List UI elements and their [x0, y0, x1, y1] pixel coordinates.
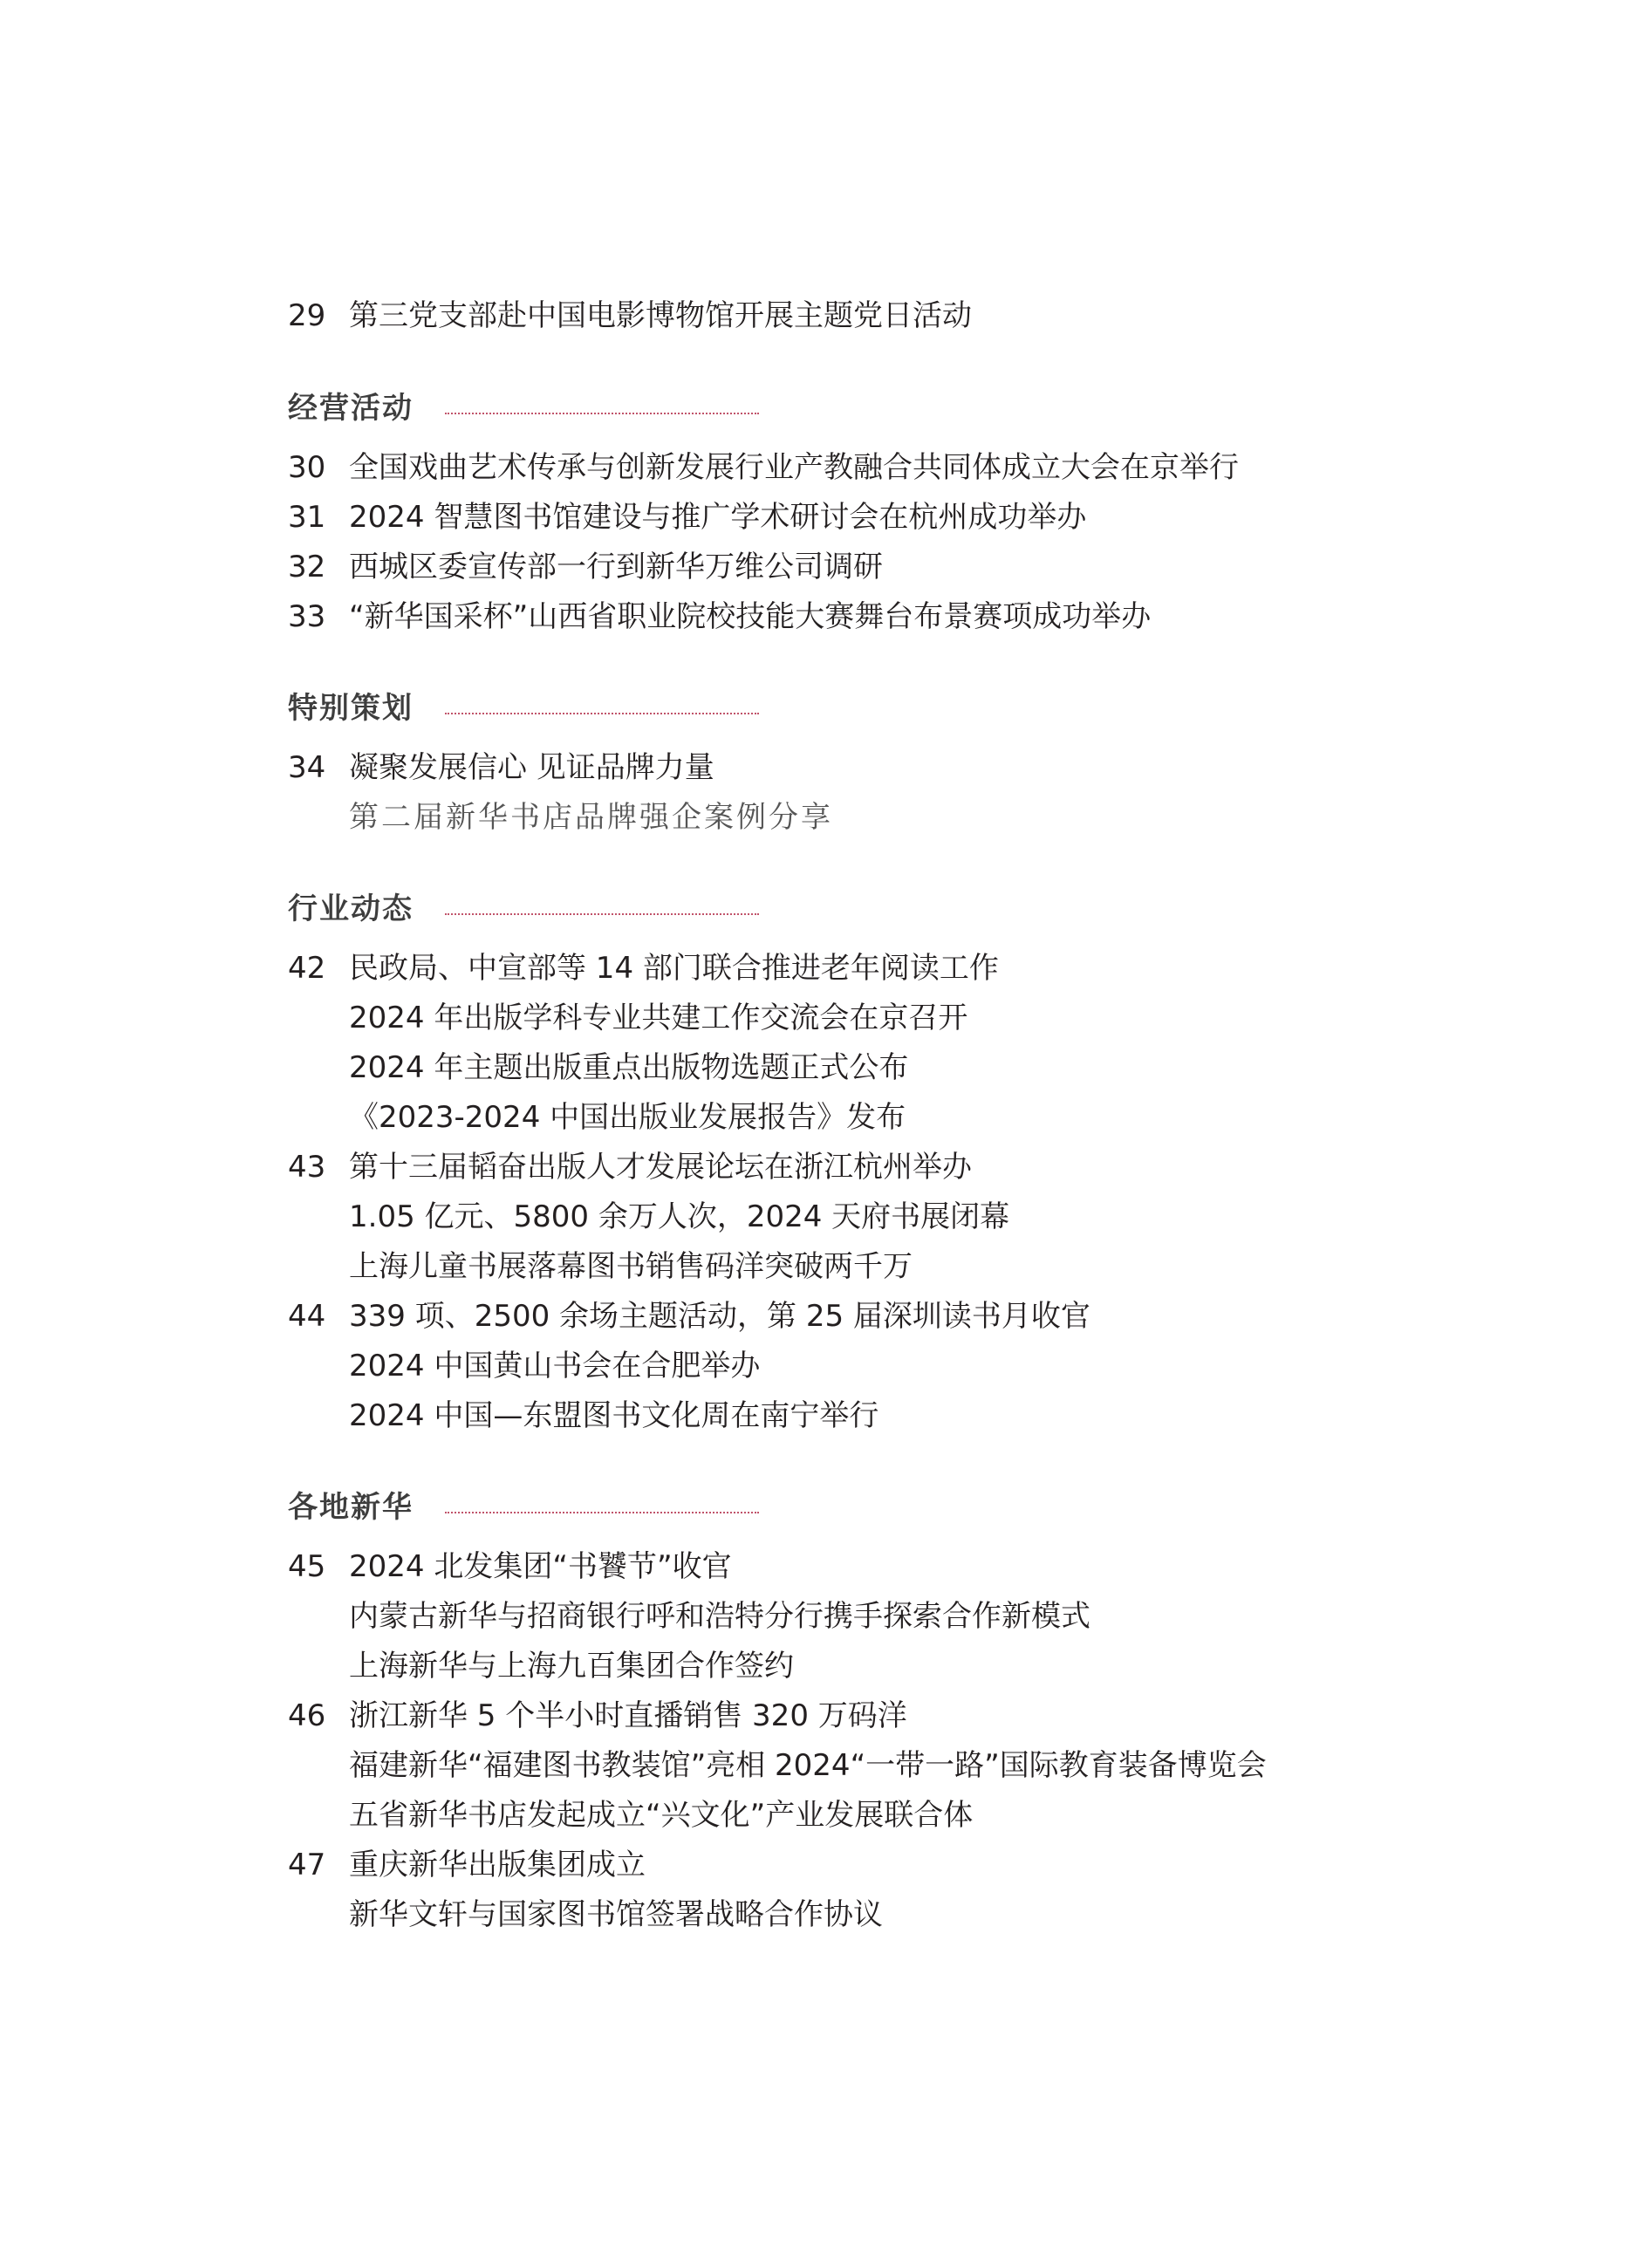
entry-title: 2024 年主题出版重点出版物选题正式公布 — [349, 1050, 909, 1085]
section-divider — [445, 1512, 759, 1513]
section-title: 经营活动 — [288, 391, 414, 426]
entry-title: 2024 年出版学科专业共建工作交流会在京召开 — [349, 1001, 968, 1035]
entry-title: 福建新华“福建图书教装馆”亮相 2024“一带一路”国际教育装备博览会 — [349, 1748, 1267, 1783]
entry-title: “新华国采杯”山西省职业院校技能大赛舞台布景赛项成功举办 — [349, 599, 1152, 634]
entry-title: 第十三届韬奋出版人才发展论坛在浙江杭州举办 — [349, 1150, 972, 1185]
section-header — [288, 891, 759, 926]
page-number: 47 — [288, 1848, 326, 1882]
entry-title: 上海儿童书展落幕图书销售码洋突破两千万 — [349, 1249, 913, 1284]
toc-entry — [288, 1698, 907, 1733]
page-number: 30 — [288, 450, 326, 485]
entry-subtitle: 第二届新华书店品牌强企案例分享 — [349, 800, 833, 835]
section-title: 行业动态 — [288, 891, 414, 926]
page-number: 32 — [288, 550, 326, 584]
entry-title: 西城区委宣传部一行到新华万维公司调研 — [349, 550, 883, 584]
toc-entry — [288, 298, 972, 333]
section-header — [288, 391, 759, 426]
section-divider — [445, 713, 759, 714]
toc-entry — [288, 550, 883, 584]
entry-title: 重庆新华出版集团成立 — [349, 1848, 646, 1882]
toc-entry — [288, 1150, 972, 1185]
toc-entry — [288, 500, 1086, 535]
entry-title: 2024 北发集团“书饕节”收官 — [349, 1549, 732, 1584]
entry-title: 内蒙古新华与招商银行呼和浩特分行携手探索合作新模式 — [349, 1599, 1090, 1634]
section-divider — [445, 913, 759, 915]
page-number: 46 — [288, 1698, 326, 1733]
entry-title: 2024 智慧图书馆建设与推广学术研讨会在杭州成功举办 — [349, 500, 1087, 535]
entry-title: 五省新华书店发起成立“兴文化”产业发展联合体 — [349, 1798, 974, 1833]
page-number: 34 — [288, 750, 326, 785]
entry-title: 2024 中国黄山书会在合肥举办 — [349, 1349, 761, 1383]
toc-entry — [288, 599, 1151, 634]
entry-title: 凝聚发展信心 见证品牌力量 — [349, 750, 714, 785]
section-header — [288, 1490, 759, 1525]
section-title: 特别策划 — [288, 691, 414, 726]
page-number: 44 — [288, 1299, 326, 1334]
page-number: 42 — [288, 951, 326, 986]
section-divider — [445, 413, 759, 414]
entry-title: 新华文轩与国家图书馆签署战略合作协议 — [349, 1897, 883, 1932]
entry-title: 2024 中国—东盟图书文化周在南宁举行 — [349, 1398, 879, 1433]
toc-entry — [288, 750, 714, 785]
page-number: 43 — [288, 1150, 326, 1185]
entry-title: 339 项、2500 余场主题活动，第 25 届深圳读书月收官 — [349, 1299, 1090, 1334]
entry-title: 上海新华与上海九百集团合作签约 — [349, 1649, 794, 1684]
toc-entry — [288, 450, 1239, 485]
section-header — [288, 691, 759, 726]
entry-title: 全国戏曲艺术传承与创新发展行业产教融合共同体成立大会在京举行 — [349, 450, 1239, 485]
entry-title: 1.05 亿元、5800 余万人次，2024 天府书展闭幕 — [349, 1199, 1010, 1234]
page-number: 31 — [288, 500, 326, 535]
entry-title: 浙江新华 5 个半小时直播销售 320 万码洋 — [349, 1698, 907, 1733]
toc-entry — [288, 1299, 1090, 1334]
toc-entry — [288, 951, 999, 986]
entry-title: 《2023-2024 中国出版业发展报告》发布 — [349, 1100, 906, 1135]
page-number: 33 — [288, 599, 326, 634]
page-number: 45 — [288, 1549, 326, 1584]
entry-title: 第三党支部赴中国电影博物馆开展主题党日活动 — [349, 298, 972, 333]
page-number: 29 — [288, 298, 326, 333]
toc-entry — [288, 1549, 732, 1584]
toc-entry — [288, 1848, 646, 1882]
entry-title: 民政局、中宣部等 14 部门联合推进老年阅读工作 — [349, 951, 999, 986]
section-title: 各地新华 — [288, 1490, 414, 1525]
